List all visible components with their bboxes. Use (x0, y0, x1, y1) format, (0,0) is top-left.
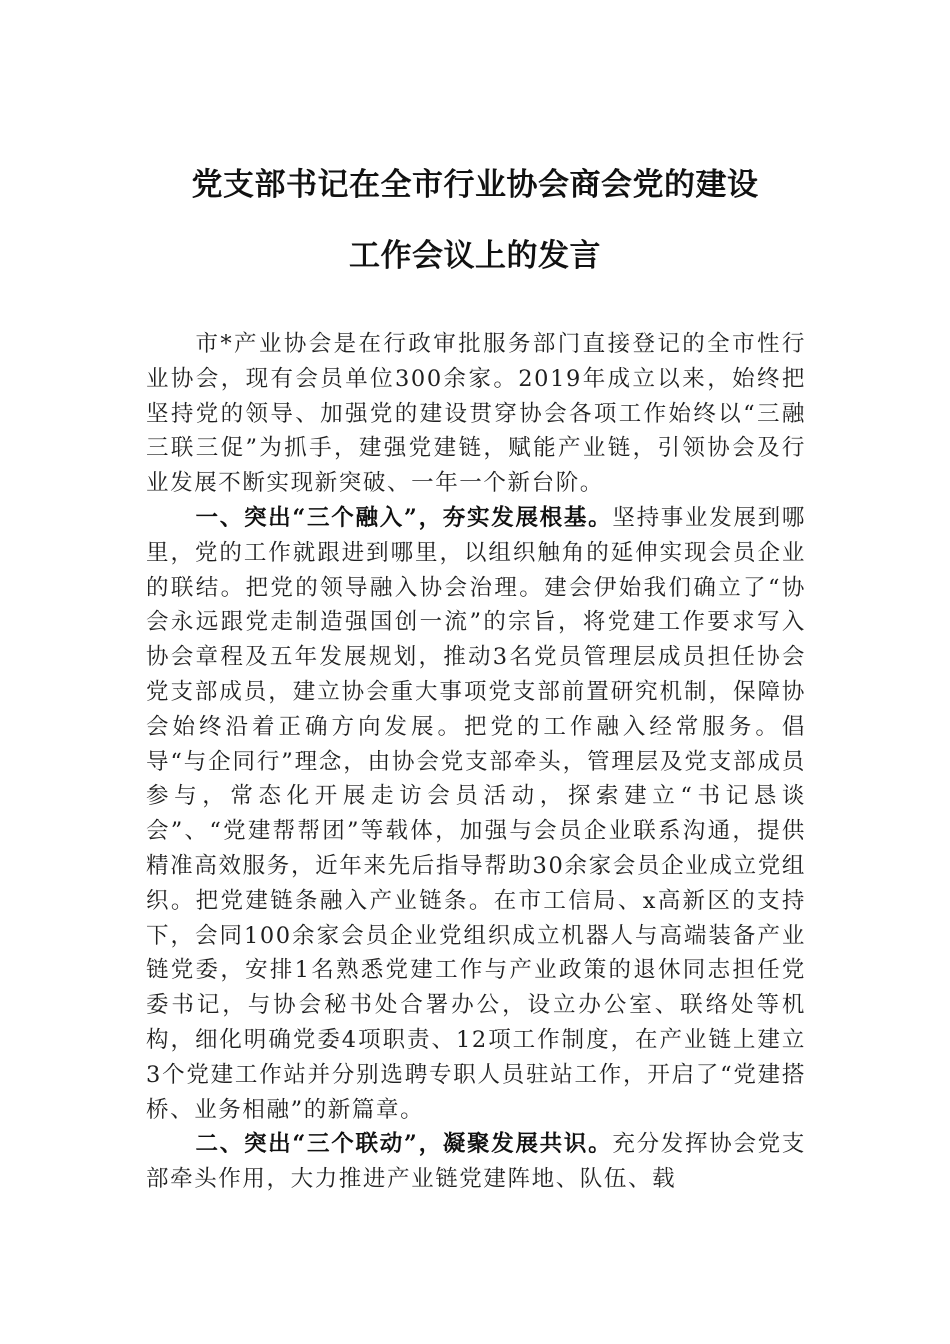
section-2-paragraph (146, 1127, 806, 1197)
document-body (146, 327, 806, 1197)
section-2-body: 充分发挥协会党支部牵头作用，大力推进产业链党建阵地、队伍、载 (146, 1131, 806, 1193)
document-title-line-1: 党支部书记在全市行业协会商会党的建设 (191, 167, 759, 203)
document-title-line-2: 工作会议上的发言 (349, 238, 601, 274)
section-2-heading: 二、突出“三个联动”，凝聚发展共识。 (195, 1131, 613, 1158)
section-1-heading: 一、突出“三个融入”，夯实发展根基。 (195, 504, 613, 531)
section-1-paragraph (146, 501, 806, 1127)
intro-paragraph: 市*产业协会是在行政审批服务部门直接登记的全市性行业协会，现有会员单位300余家。2019年成立以来，始终把坚持党的领导、加强党的建设贯穿协会各项工作始终以“三融三联三促”为抓手，建强党建链，赋能产业链，引领协会及行业发展不断实现新突破、一年一个新台阶。 (146, 331, 806, 497)
section-1-body: 坚持事业发展到哪里，党的工作就跟进到哪里，以组织触角的延伸实现会员企业的联结。把党的领导融入协会治理。建会伊始我们确立了“协会永远跟党走制造强国创一流”的宗旨，将党建工作要求写入协会章程及五年发展规划，推动3名党员管理层成员担任协会党支部成员，建立协会重大事项党支部前置研究机制，保障协会始终沿着正确方向发展。把党的工作融入经常服务。倡导“与企同行”理念，由协会党支部牵头，管理层及党支部成员参与，常态化开展走访会员活动，探索建立“书记恳谈会”、“党建帮帮团”等载体，加强与会员企业联系沟通，提供精准高效服务，近年来先后指导帮助30余家会员企业成立党组织。把党建链条融入产业链条。在市工信局、x高新区的支持下，会同100余家会员企业党组织成立机器人与高端装备产业链党委，安排1名熟悉党建工作与产业政策的退休同志担任党委书记，与协会秘书处合署办公，设立办公室、联络处等机构，细化明确党委4项职责、12项工作制度，在产业链上建立3个党建工作站并分别选聘专职人员驻站工作，开启了“党建搭桥、业务相融”的新篇章。 (146, 504, 806, 1123)
